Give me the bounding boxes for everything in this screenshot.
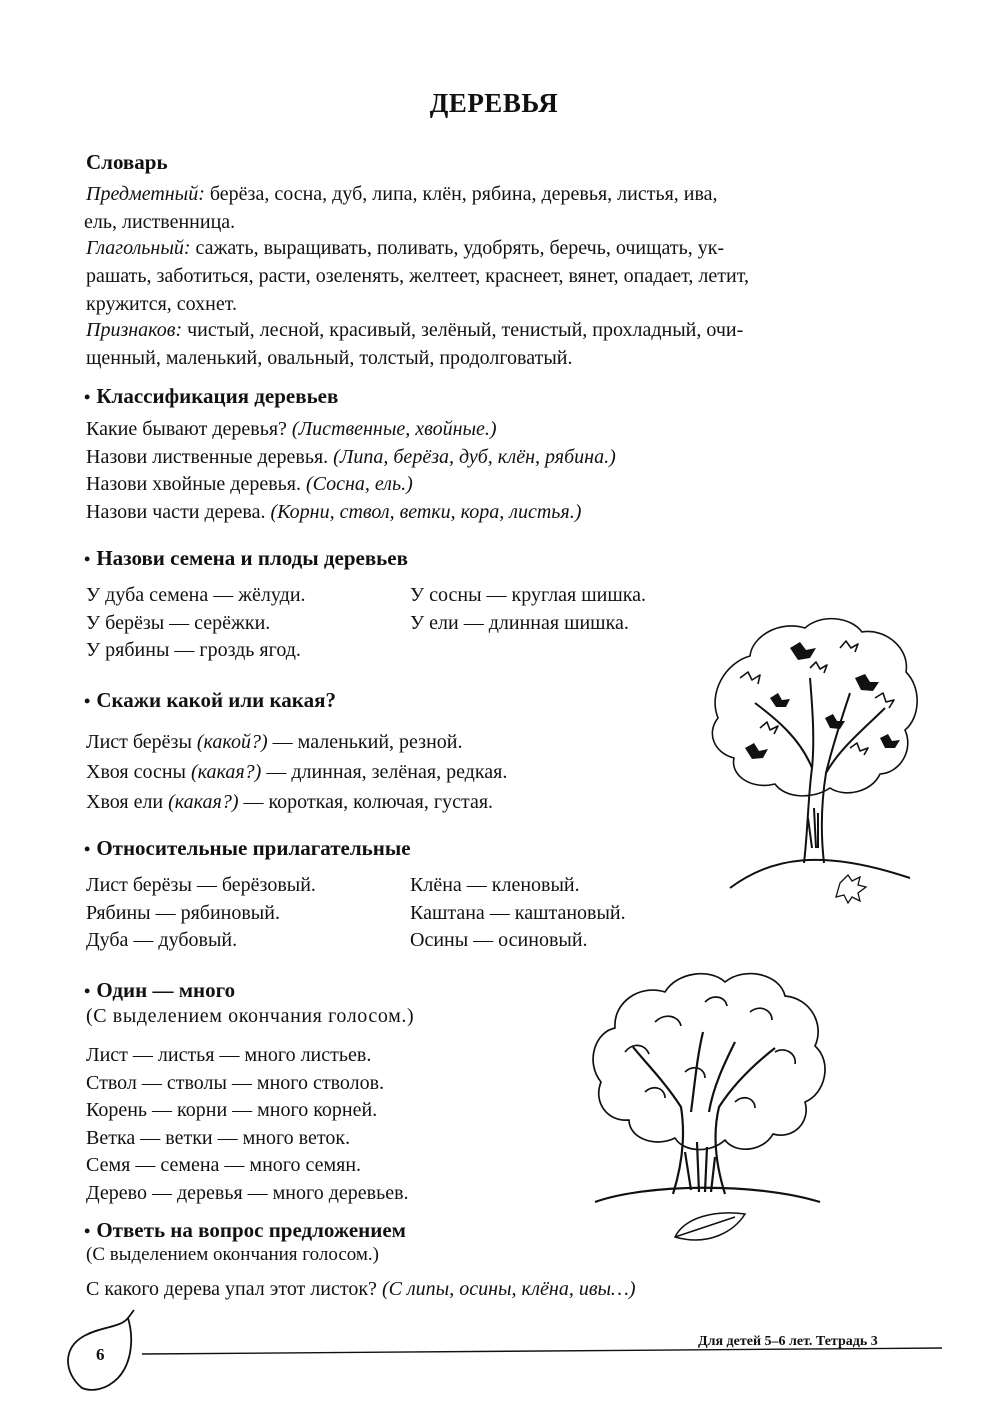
answer-line xyxy=(86,1276,636,1304)
which-heading-text: Скажи какой или какая? xyxy=(96,688,336,712)
oak-tree-illustration xyxy=(585,962,835,1252)
list-item: Дерево — деревья — много деревьев. xyxy=(86,1181,409,1204)
seeds-heading-text: Назови семена и плоды деревьев xyxy=(96,546,408,570)
vocab-adjectives xyxy=(86,316,928,372)
list-item xyxy=(86,727,507,757)
list-item: Лист берёзы — берёзовый. xyxy=(86,874,316,896)
list-item: Корень — корни — много корней. xyxy=(86,1099,378,1121)
list-item: У сосны — круглая шишка. xyxy=(410,584,647,606)
vocab-verbs-line: сажать, выращивать, поливать, удобрять, беречь, очищать, ук- xyxy=(195,237,725,259)
list-item: Клёна — кленовый. xyxy=(410,874,580,896)
question-text: Какие бывают деревья? xyxy=(86,418,287,440)
list-item: У ели — длинная шишка. xyxy=(410,611,629,634)
bullet: • xyxy=(84,981,91,1001)
phrase-text: Хвоя сосны xyxy=(86,761,186,783)
list-item: Семя — семена — много семян. xyxy=(86,1154,362,1176)
list-item: Дуба — дубовый. xyxy=(86,929,238,951)
classification-heading-text: Классификация деревьев xyxy=(96,384,339,408)
relative-heading-text: Относительные прилагательные xyxy=(96,836,411,860)
list-item xyxy=(86,757,507,787)
relative-heading xyxy=(84,836,411,861)
bullet: • xyxy=(84,839,91,859)
answer-text: (С липы, осины, клёна, ивы…) xyxy=(381,1278,636,1300)
vocab-heading: Словарь xyxy=(86,150,168,174)
page-number: 6 xyxy=(96,1345,105,1364)
question-text: Назови хвойные деревья. xyxy=(86,473,301,495)
list-item: Рябины — рябиновый. xyxy=(86,901,280,924)
answer-heading xyxy=(84,1218,406,1243)
question-text: Назови части дерева. xyxy=(86,500,266,523)
list-item xyxy=(86,471,616,499)
phrase-text: Хвоя ели xyxy=(86,791,164,813)
phrase-text: Лист берёзы xyxy=(86,731,192,753)
question-text: Назови лиственные деревья. xyxy=(86,445,329,468)
phrase-text: — длинная, зелёная, редкая. xyxy=(266,761,508,783)
list-item: Каштана — каштановый. xyxy=(410,901,626,924)
answer-text: (Сосна, ель.) xyxy=(305,473,413,495)
vocab-nouns xyxy=(86,180,928,236)
vocab-verbs xyxy=(86,234,928,318)
bullet: • xyxy=(84,549,91,569)
list-item: Ветка — ветки — много веток. xyxy=(86,1126,351,1149)
vocab-nouns-line: берёза, сосна, дуб, липа, клён, рябина, деревья, листья, ива, xyxy=(209,183,718,205)
list-item xyxy=(86,499,616,527)
list-item: Осины — осиновый. xyxy=(410,929,588,951)
which-list xyxy=(86,727,507,817)
bullet: • xyxy=(84,387,91,407)
question-text: С какого дерева упал этот листок? xyxy=(86,1278,377,1300)
list-item: Ствол — стволы — много стволов. xyxy=(86,1071,385,1094)
vocab-verbs-line: кружится, сохнет. xyxy=(86,293,237,315)
vocab-adj-label: Признаков: xyxy=(86,319,183,341)
answer-subheading: (С выделением окончания голосом.) xyxy=(86,1244,379,1265)
seeds-heading xyxy=(84,546,408,571)
classification-heading xyxy=(84,384,338,409)
list-item xyxy=(86,787,507,817)
one-many-list xyxy=(86,1042,409,1207)
vocab-adj-line: щенный, маленький, овальный, толстый, продолговатый. xyxy=(86,347,573,369)
list-item: У рябины — гроздь ягод. xyxy=(86,639,301,661)
vocab-verbs-label: Глагольный: xyxy=(86,237,191,259)
list-item xyxy=(86,444,616,472)
bullet: • xyxy=(84,1221,91,1241)
list-item: Лист — листья — много листьев. xyxy=(86,1044,372,1066)
page-title: ДЕРЕВЬЯ xyxy=(429,88,559,118)
one-many-heading-text: Один — много xyxy=(96,978,236,1002)
list-item xyxy=(86,416,616,444)
answer-text: (Корни, ствол, ветки, кора, листья.) xyxy=(270,500,582,523)
list-item: У берёзы — серёжки. xyxy=(86,611,271,634)
vocab-verbs-line: рашать, заботиться, расти, озеленять, желтеет, краснеет, вянет, опадает, летит, xyxy=(86,265,749,287)
answer-text: (Лиственные, хвойные.) xyxy=(291,418,497,440)
bullet: • xyxy=(84,691,91,711)
phrase-text: — маленький, резной. xyxy=(272,731,463,753)
phrase-text: — короткая, колючая, густая. xyxy=(243,791,494,813)
maple-tree-illustration xyxy=(700,608,930,918)
list-item: У дуба семена — жёлуди. xyxy=(86,584,306,606)
footer-decoration xyxy=(62,1318,942,1398)
which-heading xyxy=(84,688,336,713)
vocab-nouns-line: ель, лиственница. xyxy=(84,211,236,233)
answer-heading-text: Ответь на вопрос предложением xyxy=(96,1218,406,1242)
footer-caption: Для детей 5–6 лет. Тетрадь 3 xyxy=(698,1334,878,1349)
seeds-right xyxy=(410,582,646,637)
vocab-adj-line: чистый, лесной, красивый, зелёный, тенистый, прохладный, очи- xyxy=(187,319,744,341)
one-many-subheading: (С выделением окончания голосом.) xyxy=(86,1005,415,1027)
one-many-heading xyxy=(84,978,235,1003)
answer-text: (Липа, берёза, дуб, клён, рябина.) xyxy=(333,445,616,468)
relative-left xyxy=(86,872,316,955)
question-text: (какая?) xyxy=(168,791,239,813)
classification-list xyxy=(86,416,616,526)
question-text: (какая?) xyxy=(190,761,262,783)
vocab-nouns-label: Предметный: xyxy=(86,183,205,205)
seeds-left xyxy=(86,582,306,665)
question-text: (какой?) xyxy=(196,731,268,753)
relative-right xyxy=(410,872,626,955)
